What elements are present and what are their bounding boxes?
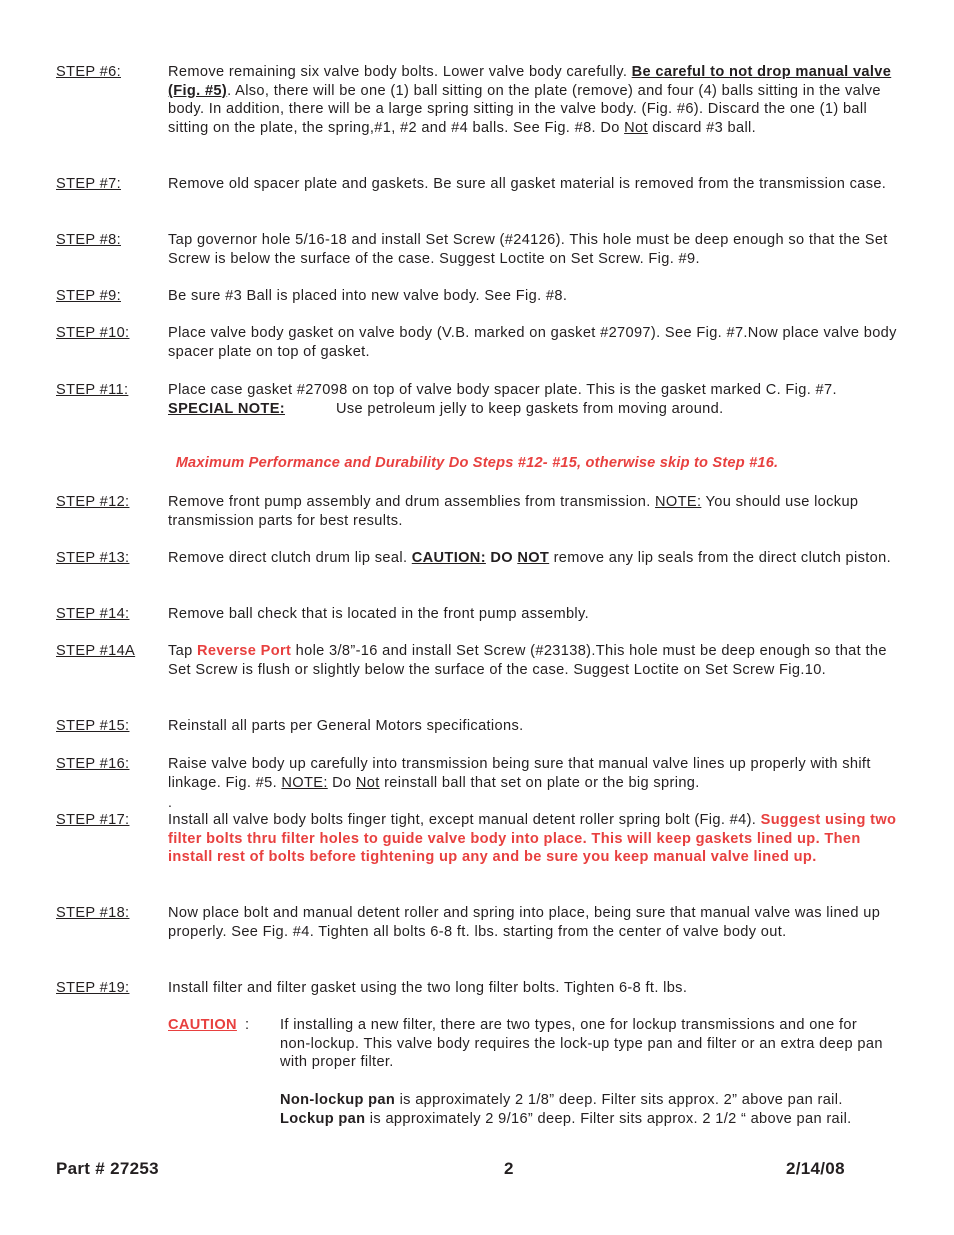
step-text-run: Remove ball check that is located in the front pump assembly. — [168, 606, 589, 622]
step-label: STEP #10: — [56, 325, 130, 341]
step-text-run: discard #3 ball. — [647, 120, 757, 137]
step-text-run: Not — [624, 120, 648, 137]
step-text — [168, 549, 898, 568]
step-15 — [56, 717, 901, 736]
step-label: STEP #12: — [56, 494, 130, 510]
step-text-run: Be careful to not drop manual valve (Fig. #5) — [168, 64, 892, 99]
step-13 — [56, 549, 901, 568]
step-10 — [56, 324, 901, 361]
step-text — [168, 904, 898, 941]
step-text-run: remove any lip seals from the direct clutch piston. — [549, 550, 892, 566]
step-text-run: Do — [327, 774, 356, 791]
special-note-text: Use petroleum jelly to keep gaskets from moving around. — [336, 400, 724, 417]
step-text — [168, 811, 898, 867]
step-text-run: Remove front pump assembly and drum assemblies from transmission. — [168, 494, 656, 510]
step-text — [168, 605, 898, 624]
step-label: STEP #6: — [56, 64, 121, 80]
step-14a — [56, 642, 901, 679]
step-label: STEP #11: — [56, 382, 129, 398]
step-text-run: Raise valve body up carefully into transmission being sure that manual valve lines up properly with shift linkage. Fig. #5. — [168, 756, 871, 791]
step-text — [168, 63, 898, 138]
step-14 — [56, 605, 901, 624]
step-text — [168, 324, 898, 361]
caution-block — [168, 1016, 898, 1128]
nonlockup-text: is approximately 2 1/8” deep. Filter sits approx. 2” above pan rail. — [395, 1091, 843, 1108]
step-text-run: Be sure #3 Ball is placed into new valve body. See Fig. #8. — [168, 288, 568, 304]
step-text-run: Tap — [168, 643, 197, 659]
step-text-run: Place valve body gasket on valve body (V.B. marked on gasket #27097). See Fig. #7.Now place valve body spacer plate on top of gasket. — [168, 325, 897, 360]
step-text-run: Now place bolt and manual detent roller and spring into place, being sure that manual valve was lined up properly. See Fig. #4. Tighten all bolts 6-8 ft. lbs. starting from the center of valve body out. — [168, 905, 881, 940]
footer-page-number: 2 — [504, 1159, 514, 1178]
step-8 — [56, 231, 901, 268]
special-note — [168, 400, 898, 419]
caution-colon: : — [245, 1017, 250, 1033]
step-label: STEP #7: — [56, 176, 121, 192]
highlight-note: Maximum Performance and Durability Do Steps #12- #15, otherwise skip to Step #16. — [175, 455, 779, 471]
lockup-text: is approximately 2 9/16” deep. Filter sits approx. 2 1/2 “ above pan rail. — [365, 1110, 852, 1127]
step-text — [168, 979, 898, 998]
step-label: STEP #13: — [56, 550, 130, 566]
step-text-run: Reinstall all parts per General Motors specifications. — [168, 718, 524, 734]
step-text — [168, 175, 898, 194]
step-label: STEP #18: — [56, 905, 130, 921]
step-text-run: Not — [355, 774, 380, 791]
step-text-run: Reverse Port — [196, 643, 292, 659]
step-text-run: CAUTION: — [411, 550, 486, 566]
step-text — [168, 755, 898, 792]
step-text-run: Install all valve body bolts finger tight, except manual detent roller spring bolt (Fig. #4). — [168, 812, 761, 828]
special-note-label: SPECIAL NOTE: — [168, 400, 285, 417]
step-12 — [56, 493, 901, 530]
step-text-run: You should use lockup transmission parts for best results. — [168, 494, 859, 529]
step-text — [168, 717, 898, 736]
step-text-run: Remove direct clutch drum lip seal. — [168, 550, 412, 566]
step-label: STEP #9: — [56, 288, 121, 304]
caution-label: CAUTION — [168, 1017, 237, 1033]
step-text-run: reinstall ball that set on plate or the big spring. — [379, 774, 700, 791]
lockup-label: Lockup pan — [280, 1110, 366, 1127]
step-text-run: NOT — [517, 550, 550, 566]
step-label: STEP #14A — [56, 643, 136, 659]
step-label: STEP #19: — [56, 980, 130, 996]
step-text-run: Place case gasket #27098 on top of valve body spacer plate. This is the gasket marked C. Fig. #7. — [168, 382, 837, 398]
step-label: STEP #14: — [56, 606, 130, 622]
footer-date: 2/14/08 — [786, 1159, 845, 1178]
step-7 — [56, 175, 901, 194]
step-label: STEP #8: — [56, 232, 121, 248]
footer-part-number: Part # 27253 — [56, 1159, 159, 1178]
step-text-run: Remove old spacer plate and gaskets. Be sure all gasket material is removed from the transmission case. — [168, 176, 887, 192]
step-text-run: . Also, there will be one (1) ball sitting on the plate (remove) and four (4) balls sitting in the valve body. In addition, there will be a large spring sitting in the valve body. (Fig. #6). Discard the one (1) ball sitting on the plate, the spring,#1, #2 and #4 balls. See Fig. #8. Do — [168, 82, 881, 137]
step-6 — [56, 63, 901, 138]
nonlockup-label: Non-lockup pan — [280, 1091, 396, 1108]
step-text-run: Suggest using two filter bolts thru filter holes to guide valve body into place. This will keep gaskets lined up. Then install rest of bolts before tightening up any and be sure you keep manual valve lined up. — [168, 812, 897, 866]
step-text — [168, 287, 898, 306]
lockup-note — [280, 1110, 892, 1129]
stray-dot: . — [168, 794, 173, 810]
nonlockup-note — [280, 1091, 892, 1110]
caution-text: If installing a new filter, there are two types, one for lockup transmissions and one for non-lockup. This valve body requires the lock-up type pan and filter or an extra deep pan with proper filter. — [280, 1017, 883, 1071]
step-text — [168, 231, 898, 268]
step-text-run: Remove remaining six valve body bolts. Lower valve body carefully. — [168, 64, 632, 80]
step-text — [168, 381, 898, 418]
step-9 — [56, 287, 901, 306]
step-text-run: Tap governor hole 5/16-18 and install Set Screw (#24126). This hole must be deep enough so that the Set Screw is below the surface of the case. Suggest Loctite on Set Screw. Fig. #9. — [168, 232, 888, 267]
step-text-run: hole 3/8”-16 and install Set Screw (#23138).This hole must be deep enough so that the Set Screw is flush or slightly below the surface of the case. Suggest Loctite on Set Screw Fig.10. — [168, 643, 887, 678]
step-text-run: DO — [490, 550, 518, 566]
step-text — [168, 642, 898, 679]
step-16 — [56, 755, 901, 792]
step-18 — [56, 904, 901, 941]
step-text-run: NOTE: — [655, 494, 702, 510]
step-17 — [56, 811, 901, 867]
step-text-run: Install filter and filter gasket using the two long filter bolts. Tighten 6-8 ft. lbs. — [168, 980, 688, 996]
step-11 — [56, 381, 901, 418]
step-19 — [56, 979, 901, 998]
step-text — [168, 493, 898, 530]
step-label: STEP #16: — [56, 756, 130, 772]
step-label: STEP #17: — [56, 812, 130, 828]
step-text-run: NOTE: — [281, 774, 328, 791]
step-label: STEP #15: — [56, 718, 130, 734]
